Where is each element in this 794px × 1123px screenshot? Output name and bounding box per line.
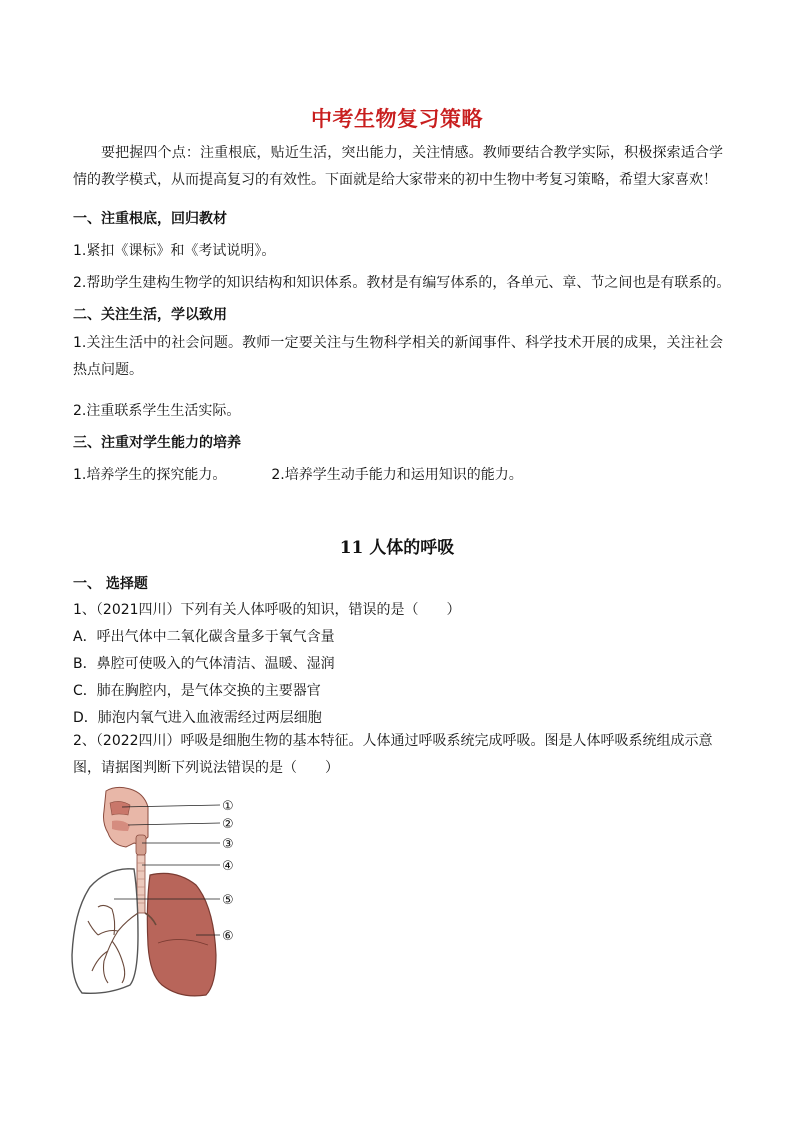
section-1-item-2: 2.帮助学生建构生物学的知识结构和知识体系。教材是有编写体系的，各单元、章、节之间也是有联系的。 — [73, 275, 731, 291]
label-marker-6: ⑥ — [222, 929, 234, 944]
section-3-item-2: 2.培养学生动手能力和运用知识的能力。 — [271, 467, 523, 483]
question-1-option-a: A．呼出气体中二氧化碳含量多于氧气含量 — [73, 629, 335, 645]
section-3-items — [73, 464, 523, 484]
trachea — [137, 855, 145, 913]
section-2-item-2: 2.注重联系学生生活实际。 — [73, 403, 241, 419]
strategy-title: 中考生物复习策略 — [311, 107, 483, 131]
question-1-option-c: C．肺在胸腔内，是气体交换的主要器官 — [73, 683, 321, 699]
exercise-section-heading: 一、 选择题 — [73, 576, 148, 592]
label-marker-5: ⑤ — [222, 893, 234, 908]
nasal-cavity — [110, 801, 130, 815]
label-marker-4: ④ — [222, 859, 234, 874]
left-lung-outline — [72, 869, 138, 994]
section-2-item-1: 1.关注生活中的社会问题。教师一定要关注与生物科学相关的新闻事件、科学技术开展的成果，关注社会热点问题。 — [73, 335, 723, 378]
section-3-item-1: 1.培养学生的探究能力。 — [73, 467, 227, 483]
respiratory-system-diagram — [68, 785, 248, 1000]
question-2-stem: 2、（2022四川）呼吸是细胞生物的基本特征。人体通过呼吸系统完成呼吸。图是人体呼吸系统组成示意图，请据图判断下列说法错误的是（ ） — [73, 733, 713, 776]
section-1-heading: 一、注重根底，回归教材 — [73, 211, 227, 227]
label-marker-1: ① — [222, 799, 234, 814]
exercise-title: 11 人体的呼吸 — [339, 538, 455, 558]
question-1-option-d: D．肺泡内氧气进入血液需经过两层细胞 — [73, 710, 322, 726]
section-2-heading: 二、关注生活，学以致用 — [73, 307, 227, 323]
section-1-item-1: 1.紧扣《课标》和《考试说明》。 — [73, 243, 276, 259]
question-1-stem: 1、（2021四川）下列有关人体呼吸的知识，错误的是（ ） — [73, 602, 461, 618]
strategy-intro: 要把握四个点：注重根底，贴近生活，突出能力，关注情感。教师要结合教学实际，积极探索适合学情的教学模式，从而提高复习的有效性。下面就是给大家带来的初中生物中考复习策略，希望大家喜欢！ — [73, 145, 723, 188]
larynx — [136, 835, 146, 855]
label-marker-3: ③ — [222, 837, 234, 852]
diagram-label-markers — [222, 799, 234, 944]
question-1-option-b: B．鼻腔可使吸入的气体清洁、温暖、湿润 — [73, 656, 335, 672]
label-marker-2: ② — [222, 817, 234, 832]
section-3-heading: 三、注重对学生能力的培养 — [73, 435, 241, 451]
